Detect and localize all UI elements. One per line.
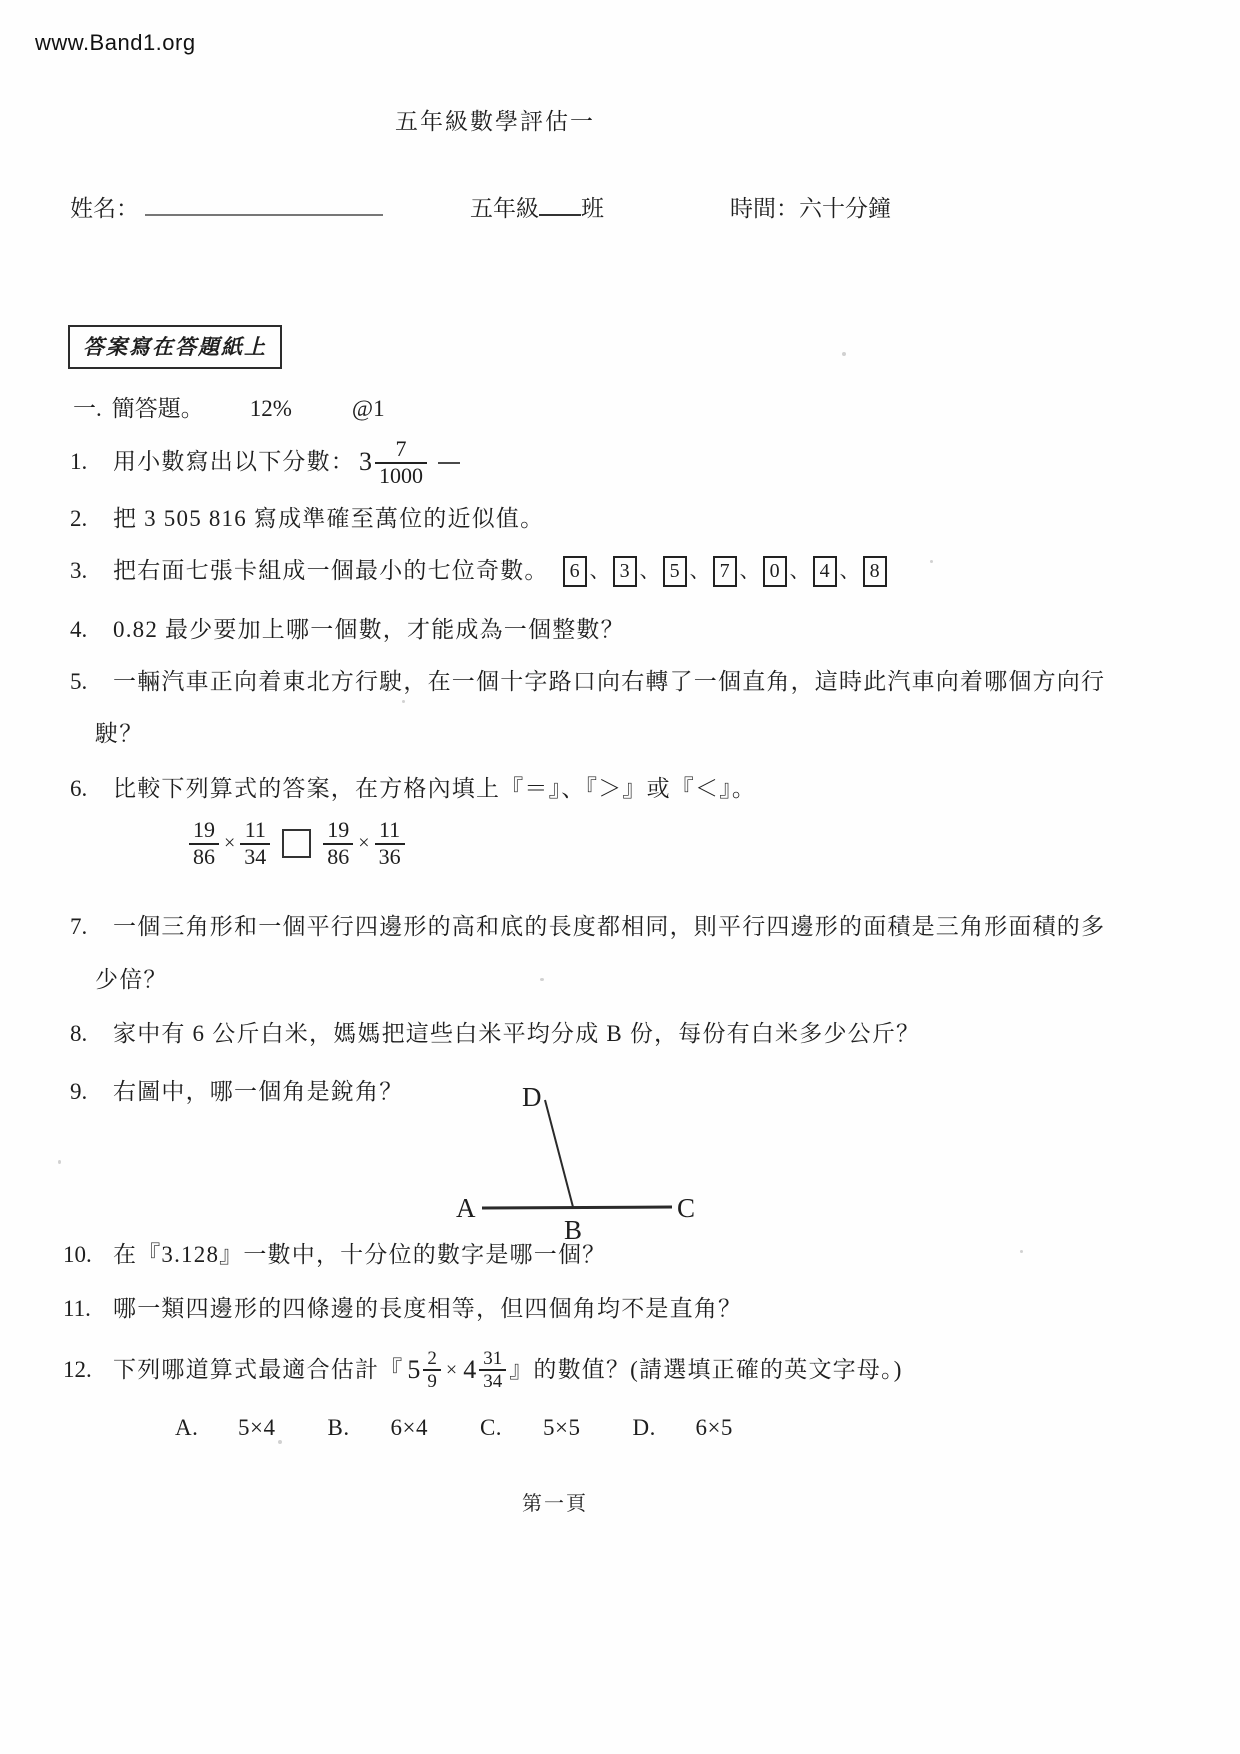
question-text: 在『3.128』一數中，十分位的數字是哪一個？ — [113, 1242, 607, 1267]
question-text-post: 』的數值？(請選填正確的英文字母。) — [509, 1356, 903, 1382]
class-label: 班 — [581, 196, 604, 221]
digit-card: 8 — [863, 556, 887, 587]
card-separator: 、 — [689, 560, 710, 582]
question-text: 右圖中，哪一個角是銳角？ — [113, 1079, 404, 1104]
digit-card: 7 — [713, 556, 737, 587]
scan-speck — [58, 1160, 61, 1164]
question-number: 4. — [70, 617, 88, 642]
card-separator: 、 — [589, 560, 610, 582]
question-5-continuation — [95, 720, 143, 749]
digit-card: 6 — [563, 556, 587, 587]
fraction-denominator: 36 — [375, 843, 405, 870]
question-5 — [70, 668, 1105, 697]
section-header — [73, 390, 385, 423]
notice-box — [68, 325, 282, 369]
option-value: 6×5 — [695, 1415, 733, 1440]
question-text-pre: 下列哪道算式最適合估計『 — [113, 1356, 404, 1382]
scan-speck — [278, 1440, 282, 1444]
scan-speck — [842, 352, 846, 356]
question-text: 把右面七張卡組成一個最小的七位奇數。 — [113, 558, 549, 584]
question-12 — [63, 1340, 903, 1400]
scan-speck — [540, 978, 544, 981]
fraction — [240, 818, 270, 869]
time-label: 時間：六十分鐘 — [730, 196, 891, 221]
question-1 — [70, 437, 460, 488]
class-field-group — [470, 190, 604, 223]
section-title: 簡答題。 — [111, 396, 204, 421]
question-number: 2. — [70, 506, 88, 531]
comparison-expression — [186, 818, 408, 869]
page-title: 五年級數學評估一 — [395, 109, 595, 134]
notice-text: 答案寫在答題紙上 — [83, 335, 267, 359]
question-number: 5. — [70, 669, 88, 694]
figure-label-a: A — [456, 1193, 476, 1223]
option-value: 6×4 — [390, 1415, 428, 1440]
scan-speck — [930, 560, 933, 563]
fraction — [375, 437, 427, 488]
mixed-number-whole: 4 — [463, 1354, 477, 1384]
question-number: 9. — [70, 1079, 88, 1104]
angle-figure — [430, 1076, 710, 1251]
digit-card: 5 — [663, 556, 687, 587]
section-percent: 12% — [249, 396, 292, 421]
question-number: 10. — [63, 1242, 92, 1267]
mixed-number-whole: 3 — [359, 447, 372, 477]
option-value: 5×5 — [542, 1415, 581, 1440]
mixed-number-whole: 5 — [407, 1354, 421, 1384]
figure-line-ac — [482, 1207, 672, 1208]
digit-cards — [563, 556, 887, 587]
site-watermark: www.Band1.org — [35, 30, 196, 55]
multiply-sign: × — [445, 1358, 458, 1381]
option-b — [327, 1415, 427, 1441]
fraction — [189, 818, 219, 869]
fraction — [375, 818, 405, 869]
fraction-denominator: 86 — [323, 843, 353, 870]
question-text: 哪一類四邊形的四條邊的長度相等，但四個角均不是直角？ — [113, 1296, 743, 1321]
section-index: 一. — [73, 396, 102, 421]
question-2 — [70, 505, 544, 534]
digit-card: 3 — [613, 556, 637, 587]
question-4 — [70, 616, 625, 645]
fraction — [479, 1348, 506, 1393]
question-number: 6. — [70, 776, 88, 801]
fraction-denominator: 86 — [189, 843, 219, 870]
option-c — [480, 1415, 580, 1441]
figure-label-c: C — [677, 1193, 696, 1223]
option-label: A. — [175, 1415, 199, 1440]
fraction-numerator: 19 — [193, 817, 215, 842]
section-each-mark: @1 — [351, 396, 385, 421]
fraction-denominator: 1000 — [375, 462, 427, 489]
option-a — [175, 1415, 275, 1441]
question-11 — [63, 1295, 742, 1324]
card-separator: 、 — [739, 560, 760, 582]
fraction-numerator: 2 — [427, 1347, 437, 1369]
question-10 — [63, 1241, 606, 1270]
question-text: 比較下列算式的答案，在方格內填上『＝』、『＞』或『＜』。 — [113, 776, 757, 801]
card-separator: 、 — [839, 560, 860, 582]
figure-label-b: B — [564, 1215, 583, 1245]
question-number: 8. — [70, 1021, 88, 1046]
question-number: 12. — [63, 1356, 92, 1382]
question-7 — [70, 913, 1105, 942]
fraction — [323, 818, 353, 869]
digit-card: 0 — [763, 556, 787, 587]
option-label: B. — [327, 1415, 350, 1440]
card-separator: 、 — [789, 560, 810, 582]
question-text-line2: 駛？ — [95, 721, 144, 746]
grade-label: 五年級 — [470, 196, 539, 221]
option-label: D. — [632, 1415, 656, 1440]
question-number: 11. — [63, 1296, 91, 1321]
question-text: 家中有 6 公斤白米，媽媽把這些白米平均分成 B 份，每份有白米多少公斤？ — [113, 1021, 921, 1046]
fraction-denominator: 34 — [479, 1369, 506, 1392]
fraction — [423, 1348, 441, 1393]
scan-speck — [1020, 1250, 1023, 1253]
question-text: 用小數寫出以下分數： — [113, 449, 355, 475]
question-text: 0.82 最少要加上哪一個數，才能成為一個整數？ — [113, 617, 625, 642]
figure-line-db — [545, 1100, 573, 1207]
fraction-denominator: 34 — [240, 843, 270, 870]
multiply-sign: × — [224, 832, 236, 855]
class-blank-line — [539, 192, 581, 216]
scan-artifact-dash — [438, 462, 460, 464]
name-field-group — [70, 190, 383, 223]
fraction-numerator: 11 — [244, 817, 266, 842]
question-text-line1: 一輛汽車正向着東北方行駛，在一個十字路口向右轉了一個直角，這時此汽車向着哪個方向行 — [113, 669, 1106, 694]
question-9 — [70, 1078, 403, 1107]
question-8 — [70, 1020, 920, 1049]
answer-box — [282, 829, 311, 858]
question-7-continuation — [95, 966, 168, 995]
name-blank-line — [145, 190, 383, 216]
question-number: 3. — [70, 558, 88, 584]
digit-card: 4 — [813, 556, 837, 587]
page-footer: 第一頁 — [522, 1493, 588, 1515]
question-6 — [70, 775, 756, 804]
question-text-line1: 一個三角形和一個平行四邊形的高和底的長度都相同，則平行四邊形的面積是三角形面積的多 — [113, 914, 1106, 939]
fraction-numerator: 31 — [483, 1347, 503, 1369]
option-value: 5×4 — [238, 1415, 276, 1440]
question-text-line2: 少倍？ — [95, 967, 168, 992]
option-label: C. — [479, 1415, 503, 1440]
fraction-denominator: 9 — [423, 1369, 441, 1392]
name-label: 姓名： — [70, 196, 139, 221]
fraction-numerator: 11 — [378, 817, 401, 842]
question-3 — [70, 556, 887, 587]
multiply-sign: × — [358, 832, 370, 855]
question-number: 7. — [70, 914, 88, 939]
options-row — [175, 1415, 733, 1441]
question-number: 1. — [70, 449, 88, 475]
fraction-numerator: 19 — [327, 817, 350, 842]
scan-speck — [402, 700, 405, 703]
option-d — [632, 1415, 732, 1441]
figure-label-d: D — [522, 1082, 542, 1112]
fraction-numerator: 7 — [395, 436, 407, 461]
question-text: 把 3 505 816 寫成準確至萬位的近似值。 — [113, 506, 545, 531]
card-separator: 、 — [639, 560, 660, 582]
